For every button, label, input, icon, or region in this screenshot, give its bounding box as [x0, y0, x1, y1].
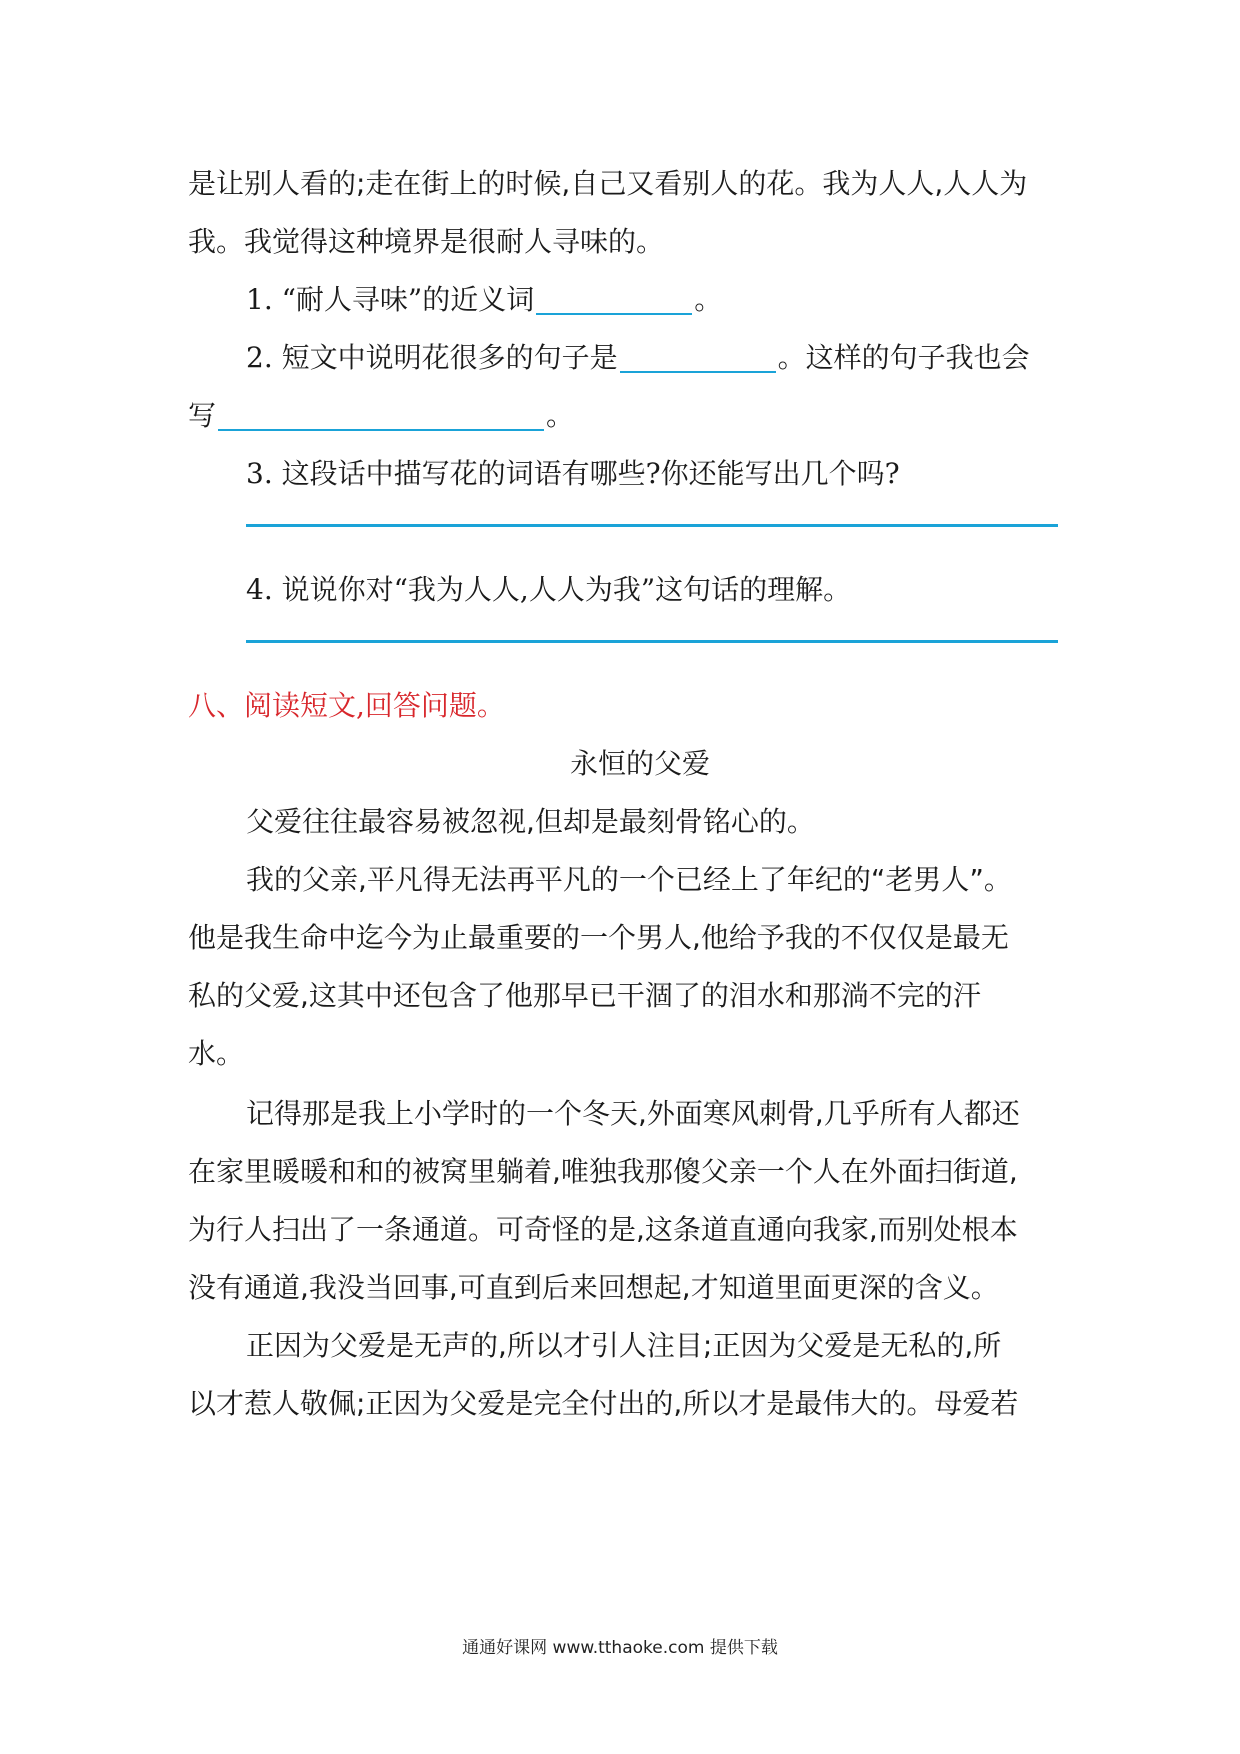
passage-line-2: 我。我觉得这种境界是很耐人寻味的。 — [188, 225, 665, 258]
question-2-continued — [188, 396, 1068, 436]
question-1-end: 。 — [694, 283, 723, 316]
answer-blank-3[interactable] — [218, 399, 544, 431]
paragraph-2-line-2: 他是我生命中迄今为止最重要的一个男人,他给予我的不仅仅是最无 — [188, 921, 1009, 954]
paragraph-4-line-2: 以才惹人敬佩;正因为父爱是完全付出的,所以才是最伟大的。母爱若 — [188, 1387, 1019, 1420]
question-2 — [246, 338, 1126, 378]
question-2-text: 2. 短文中说明花很多的句子是 — [246, 341, 618, 374]
answer-line-4[interactable] — [246, 640, 1058, 643]
paragraph-3-line-4: 没有通道,我没当回事,可直到后来回想起,才知道里面更深的含义。 — [188, 1271, 999, 1304]
article-title: 永恒的父爱 — [569, 747, 710, 780]
paragraph-2-line-3: 私的父爱,这其中还包含了他那早已干涸了的泪水和那淌不完的汗 — [188, 979, 981, 1012]
answer-line-3[interactable] — [246, 524, 1058, 527]
paragraph-1: 父爱往往最容易被忽视,但却是最刻骨铭心的。 — [246, 805, 815, 838]
answer-blank-2[interactable] — [620, 341, 776, 373]
section-8-heading: 八、阅读短文,回答问题。 — [188, 689, 505, 722]
paragraph-3-line-3: 为行人扫出了一条通道。可奇怪的是,这条道直通向我家,而别处根本 — [188, 1213, 1018, 1246]
footer-download-note: 通通好课网 www.tthaoke.com 提供下载 — [462, 1638, 778, 1658]
question-2-mid: 。这样的句子我也会 — [777, 341, 1030, 374]
passage-line-1: 是让别人看的;走在街上的时候,自己又看别人的花。我为人人,人人为 — [188, 167, 1028, 200]
paragraph-2-line-1: 我的父亲,平凡得无法再平凡的一个已经上了年纪的“老男人”。 — [246, 863, 1012, 896]
question-3: 3. 这段话中描写花的词语有哪些?你还能写出几个吗? — [246, 457, 900, 490]
question-1-text: 1. “耐人寻味”的近义词 — [246, 283, 535, 316]
paragraph-3-line-2: 在家里暖暖和和的被窝里躺着,唯独我那傻父亲一个人在外面扫街道, — [188, 1155, 1018, 1188]
paragraph-3-line-1: 记得那是我上小学时的一个冬天,外面寒风刺骨,几乎所有人都还 — [246, 1097, 1020, 1130]
question-4: 4. 说说你对“我为人人,人人为我”这句话的理解。 — [246, 573, 852, 606]
paragraph-2-line-4: 水。 — [188, 1037, 245, 1070]
question-2-cont-text: 写 — [188, 399, 217, 432]
answer-blank-1[interactable] — [536, 283, 692, 315]
question-2-end: 。 — [546, 399, 575, 432]
question-1 — [246, 280, 1126, 320]
paragraph-4-line-1: 正因为父爱是无声的,所以才引人注目;正因为父爱是无私的,所 — [246, 1329, 1002, 1362]
